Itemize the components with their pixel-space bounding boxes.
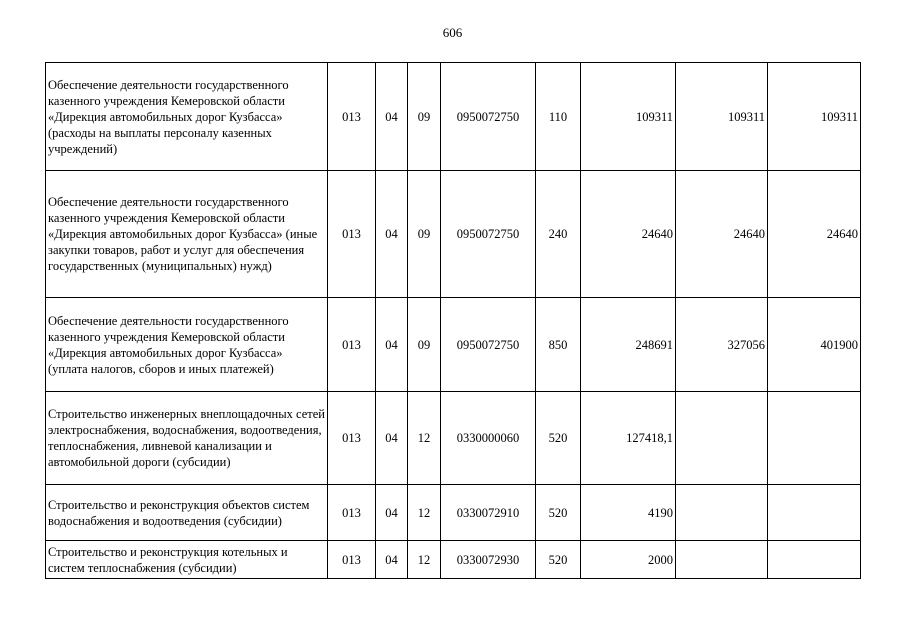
section-code-cell: 04	[376, 485, 408, 541]
expense-type-cell: 520	[536, 485, 581, 541]
section-code-cell: 04	[376, 392, 408, 485]
target-article-cell: 0330000060	[441, 392, 536, 485]
expense-type-cell: 520	[536, 392, 581, 485]
target-article-cell: 0950072750	[441, 298, 536, 392]
ministry-code-cell: 013	[328, 171, 376, 298]
amount-year2-cell	[676, 485, 768, 541]
table-row	[46, 171, 861, 298]
amount-year1-cell: 248691	[581, 298, 676, 392]
target-article-cell: 0950072750	[441, 63, 536, 171]
subsection-code-cell: 12	[408, 541, 441, 579]
target-article-cell: 0950072750	[441, 171, 536, 298]
amount-year2-cell	[676, 392, 768, 485]
budget-table	[45, 62, 861, 579]
table-row	[46, 541, 861, 579]
amount-year3-cell	[768, 392, 861, 485]
section-code-cell: 04	[376, 63, 408, 171]
amount-year3-cell	[768, 485, 861, 541]
amount-year2-cell: 109311	[676, 63, 768, 171]
expense-type-cell: 110	[536, 63, 581, 171]
ministry-code-cell: 013	[328, 63, 376, 171]
amount-year2-cell: 327056	[676, 298, 768, 392]
amount-year1-cell: 24640	[581, 171, 676, 298]
ministry-code-cell: 013	[328, 485, 376, 541]
subsection-code-cell: 09	[408, 63, 441, 171]
table-row	[46, 298, 861, 392]
amount-year3-cell: 24640	[768, 171, 861, 298]
amount-year2-cell	[676, 541, 768, 579]
amount-year3-cell: 109311	[768, 63, 861, 171]
row-name-cell: Обеспечение деятельности государственного казенного учреждения Кемеровской области «Дирекция автомобильных дорог Кузбасса» (иные закупки товаров, работ и услуг для обеспечения государственных (муниципальных) нужд)	[46, 171, 328, 298]
section-code-cell: 04	[376, 298, 408, 392]
row-name-cell: Строительство и реконструкция котельных и систем теплоснабжения (субсидии)	[46, 541, 328, 579]
table-row	[46, 392, 861, 485]
amount-year3-cell: 401900	[768, 298, 861, 392]
amount-year3-cell	[768, 541, 861, 579]
subsection-code-cell: 09	[408, 171, 441, 298]
expense-type-cell: 240	[536, 171, 581, 298]
expense-type-cell: 520	[536, 541, 581, 579]
ministry-code-cell: 013	[328, 392, 376, 485]
row-name-cell: Обеспечение деятельности государственного казенного учреждения Кемеровской области «Дирекция автомобильных дорог Кузбасса» (расходы на выплаты персоналу казенных учреждений)	[46, 63, 328, 171]
subsection-code-cell: 12	[408, 485, 441, 541]
table-row	[46, 485, 861, 541]
section-code-cell: 04	[376, 171, 408, 298]
page-number: 606	[442, 25, 463, 40]
amount-year1-cell: 109311	[581, 63, 676, 171]
ministry-code-cell: 013	[328, 298, 376, 392]
row-name-cell: Строительство инженерных внеплощадочных сетей электроснабжения, водоснабжения, водоотведения, теплоснабжения, ливневой канализации и автомобильной дороги (субсидии)	[46, 392, 328, 485]
ministry-code-cell: 013	[328, 541, 376, 579]
row-name-cell: Строительство и реконструкция объектов систем водоснабжения и водоотведения (субсидии)	[46, 485, 328, 541]
subsection-code-cell: 09	[408, 298, 441, 392]
row-name-cell: Обеспечение деятельности государственного казенного учреждения Кемеровской области «Дирекция автомобильных дорог Кузбасса» (уплата налогов, сборов и иных платежей)	[46, 298, 328, 392]
target-article-cell: 0330072910	[441, 485, 536, 541]
section-code-cell: 04	[376, 541, 408, 579]
amount-year1-cell: 4190	[581, 485, 676, 541]
amount-year2-cell: 24640	[676, 171, 768, 298]
target-article-cell: 0330072930	[441, 541, 536, 579]
expense-type-cell: 850	[536, 298, 581, 392]
amount-year1-cell: 2000	[581, 541, 676, 579]
table-row	[46, 63, 861, 171]
subsection-code-cell: 12	[408, 392, 441, 485]
amount-year1-cell: 127418,1	[581, 392, 676, 485]
